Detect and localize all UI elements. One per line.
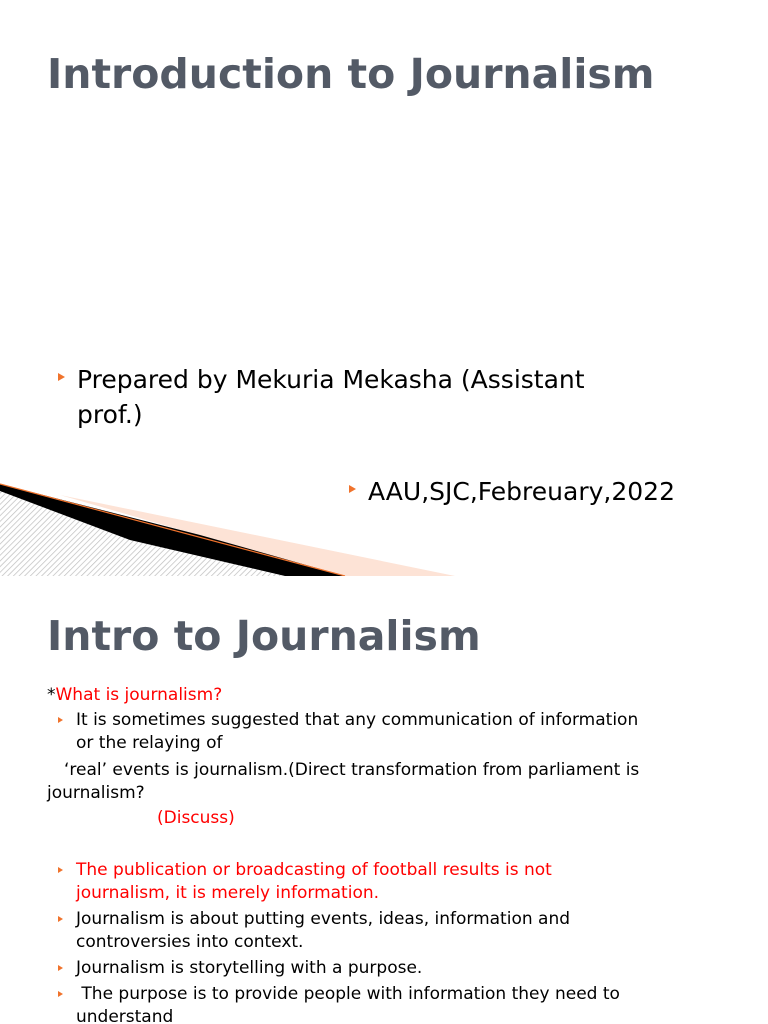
discuss-prompt: (Discuss) xyxy=(157,808,235,828)
decorative-swoosh xyxy=(0,470,768,576)
bullet-arrow-icon xyxy=(58,991,63,997)
question-line xyxy=(47,684,222,707)
paragraph-line: or the relaying of xyxy=(76,733,223,753)
bullet-line: journalism, it is merely information. xyxy=(76,883,380,903)
paragraph-line: ‘real’ events is journalism.(Direct transformation from parliament is xyxy=(64,760,640,780)
bullet-line: The publication or broadcasting of football results is not xyxy=(76,860,552,880)
author-line-2: prof.) xyxy=(77,400,143,429)
slide-2 xyxy=(0,588,768,1024)
bullet-line: Journalism is about putting events, ideas, information and xyxy=(76,909,571,929)
paragraph-line: journalism? xyxy=(47,783,145,803)
author-line-1: Prepared by Mekuria Mekasha (Assistant xyxy=(77,365,585,394)
affiliation-date: AAU,SJC,Febreuary,2022 xyxy=(368,477,675,506)
bullet-arrow-icon xyxy=(58,965,63,971)
bullet-line: The purpose is to provide people with information they need to xyxy=(76,984,620,1004)
bullet-line: understand xyxy=(76,1007,174,1024)
bullet-arrow-icon xyxy=(58,867,63,873)
bullet-arrow-icon xyxy=(58,373,65,381)
bullet-arrow-icon xyxy=(58,717,63,723)
bullet-line: controversies into context. xyxy=(76,932,304,952)
slide-title: Introduction to Journalism xyxy=(47,50,655,98)
bullet-arrow-icon xyxy=(58,916,63,922)
bullet-line: Journalism is storytelling with a purpose. xyxy=(76,958,423,978)
question-prefix: * xyxy=(47,685,56,705)
question-text: What is journalism? xyxy=(55,685,223,705)
slide-title: Intro to Journalism xyxy=(47,612,481,660)
paragraph-line: It is sometimes suggested that any communication of information xyxy=(76,710,639,730)
